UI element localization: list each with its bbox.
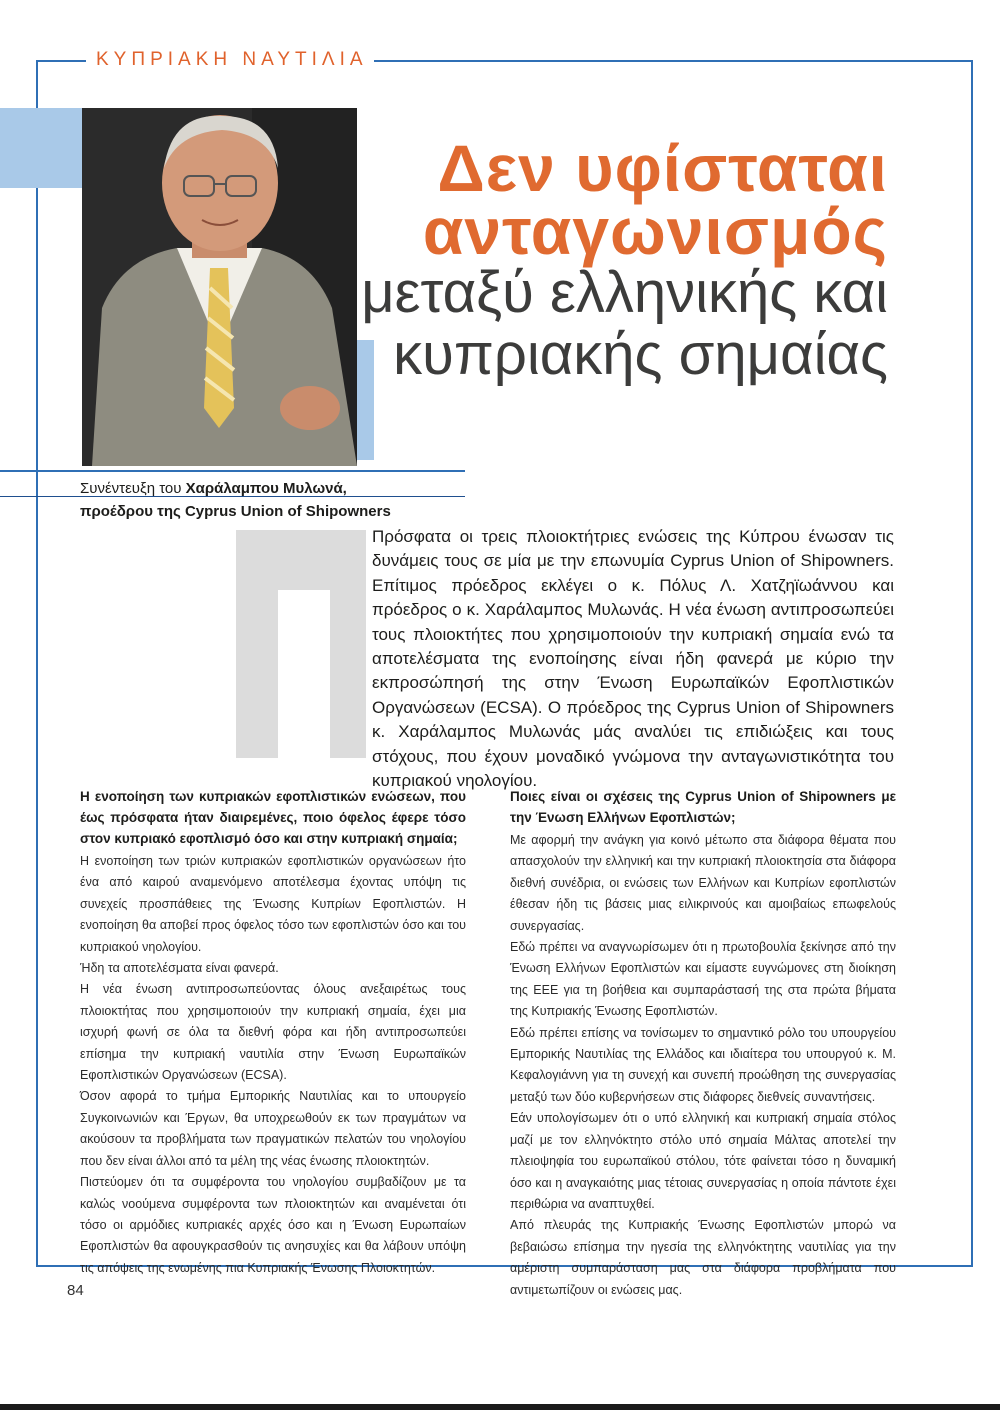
right-question: Ποιες είναι οι σχέσεις της Cyprus Union of Shipowners με την Ένωση Ελλήνων Εφοπλιστών; xyxy=(510,789,896,825)
portrait-photo xyxy=(82,108,357,466)
photo-caption-line-2 xyxy=(80,503,391,520)
top-frame-line-right xyxy=(340,60,973,62)
caption-interviewee-name: Χαράλαμπου Μυλωνά, xyxy=(185,480,347,497)
right-paragraph: Εδώ πρέπει επίσης να τονίσωμεν το σημαντικό ρόλο του υπουργείου Εμπορικής Ναυτιλίας της Ελλάδος και ιδιαίτερα του υπουργού κ. Μ. Κεφαλογιάννη για τη συνεχή και συνεπή προώθηση της συνεργασίας μεταξύ των δύο κυβερνήσεων στις διάφορες διεθνείς συναντήσεις. xyxy=(510,1025,896,1104)
page-number: 84 xyxy=(67,1282,84,1299)
caption-prefix: Συνέντευξη του xyxy=(80,480,186,497)
left-paragraph: Ήδη τα αποτελέσματα είναι φανερά. xyxy=(80,961,279,976)
scan-bottom-edge xyxy=(0,1404,1000,1410)
right-paragraph: Εδώ πρέπει να αναγνωρίσωμεν ότι η πρωτοβουλία ξεκίνησε από την Ένωση Ελλήνων Εφοπλιστών και είμαστε ευγνώμονες στη διοίκηση της ΕΕΕ για τη βοήθεια και συμπαράστασή της στα πρώτα βήματα της Κυπριακής Ένωσης Εφοπλιστών. xyxy=(510,940,896,1019)
top-frame-line-left xyxy=(36,60,86,62)
headline-line-4: κυπριακής σημαίας xyxy=(393,322,888,387)
headline-line-2: ανταγωνισμός xyxy=(422,194,888,268)
right-frame-line xyxy=(971,60,973,1265)
right-paragraph: Με αφορμή την ανάγκη για κοινό μέτωπο στα διάφορα θέματα που απασχολούν την ελληνική και την κυπριακή πλοιοκτησία στα διάφορα διεθνή συνέδρια, οι ενώσεις των Ελλήνων και Κυπρίων εφοπλιστών έθεσαν ήδη τις βάσεις μιας ειλικρινούς και αμοιβαίως επωφελούς συνεργασίας. xyxy=(510,833,896,933)
right-column xyxy=(510,786,896,1301)
left-frame-line xyxy=(36,60,38,1265)
intro-paragraph: Πρόσφατα οι τρεις πλοιοκτήτριες ενώσεις της Κύπρου ένωσαν τις δυνάμεις τους σε μία με την επωνυμία Cyprus Union of Shipowners. Επίτιμος πρόεδρος εκλέγει ο κ. Πόλυς Λ. Χατζηϊωάννου και πρόεδρος ο κ. Χαράλαμπος Μυλωνάς. Η νέα ένωση αντιπροσωπεύει τους πλοιοκτήτες που χρησιμοποιούν την κυπριακή σημαία ενώ τα αποτελέσματα της ενοποίησης είναι ήδη φανερά με κύριο την εκπροσώπησή της στην Ένωση Ευρωπαϊκών Εφοπλιστικών Οργανώσεων (ECSA). Ο πρόεδρος της Cyprus Union of Shipowners κ. Χαράλαμπος Μυλωνάς μάς αναλύει τις επιδιώξεις και τους στόχους, που έχουν μοναδικό γνώμονα την ανταγωνιστικότητα του κυπριακού νηολογίου. xyxy=(372,527,894,791)
right-paragraph: Από πλευράς της Κυπριακής Ένωσης Εφοπλιστών μπορώ να βεβαιώσω επίσημα την ηγεσία της ελληνόκτητης ναυτιλίας για την αμέριστη συμπαράσταση μας στα διάφορα προβλήματα που αντιμετωπίζουν οι ενώσεις μας. xyxy=(510,1218,896,1297)
caption-interviewee-title: προέδρου της Cyprus Union of Shipowners xyxy=(80,503,391,520)
headline-line-3: μεταξύ ελληνικής και xyxy=(361,260,888,325)
section-label: ΚΥΠΡΙΑΚΗ ΝΑΥΤΙΛΙΑ xyxy=(90,48,374,72)
headline xyxy=(361,131,888,387)
left-question: Η ενοποίηση των κυπριακών εφοπλιστικών ενώσεων, που έως πρόσφατα ήταν διαιρεμένες, ποιο όφελος έφερε τόσο στον κυπριακό εφοπλισμό όσο και στην κυπριακή σημαία; xyxy=(80,789,466,846)
drop-cap-cutout xyxy=(278,590,330,758)
left-paragraph: Όσον αφορά το τμήμα Εμπορικής Ναυτιλίας και το υπουργείο Συγκοινωνιών και Έργων, θα υποχρεωθούν εκ των πραγμάτων να ακούσουν τα προβλήματα των πραγματικών πελατών του νηολογίου που δεν είναι άλλοι από τα μέλη της νέας ένωσης πλοιοκτητών. xyxy=(80,1089,466,1168)
left-paragraph: Η ενοποίηση των τριών κυπριακών εφοπλιστικών οργανώσεων ήτο ένα από καιρού αναμενόμενο αποτέλεσμα έχοντας υπόψη τις συνεχείς προσπάθειες της Ένωσης Κυπρίων Εφοπλιστών. Η ενοποίηση θα αποβεί προς όφελος τόσο των εφοπλιστών όσο και του κυπριακού νηολογίου. xyxy=(80,854,466,954)
left-column xyxy=(80,786,466,1279)
left-paragraph: Η νέα ένωση αντιπροσωπεύοντας όλους ανεξαιρέτως τους πλοιοκτήτας που χρησιμοποιούν την κυπριακή σημαία, έχει μια ισχυρή φωνή σε όλα τα διεθνή φόρα και ήδη αντιπροσωπεύει επίσημα την κυπριακή ναυτιλία στην Ένωση Ευρωπαϊκών Εφοπλιστικών Οργανώσεων (ECSA). xyxy=(80,982,466,1083)
right-paragraph: Εάν υπολογίσωμεν ότι ο υπό ελληνική και κυπριακή σημαία στόλος μαζί με τον ελληνόκτητο στόλο υπό σημαία Μάλτας αποτελεί την πλειοψηφία του ευρωπαϊκού στόλου, τότε φαίνεται τόσο η δυναμική όσο και η αναγκαιότης μιας τέτοιας συνεργασίας η οποία πάντοτε έχει περιθώρια να αναπτυχθεί. xyxy=(510,1111,896,1211)
left-paragraph: Πιστεύομεν ότι τα συμφέροντα του νηολογίου συμβαδίζουν με τα καλώς νοούμενα συμφέροντα των πλοιοκτητών και αναμένεται ότι τόσο οι αρμόδιες κυπριακές αρχές όσο και η Ένωση Ευρωπαίων Εφοπλιστών θα αφουγκρασθούν τις ανησυχίες και θα λάβουν υπόψη τις απόψεις της ενωμένης πια Κυπριακής Ένωσης Πλοιοκτητών. xyxy=(80,1175,466,1275)
headline-line-1: Δεν υφίσταται xyxy=(437,131,888,205)
photo-caption-line-1 xyxy=(80,480,347,497)
photo-accent-block-left xyxy=(0,108,82,188)
caption-rule-top xyxy=(0,470,465,472)
